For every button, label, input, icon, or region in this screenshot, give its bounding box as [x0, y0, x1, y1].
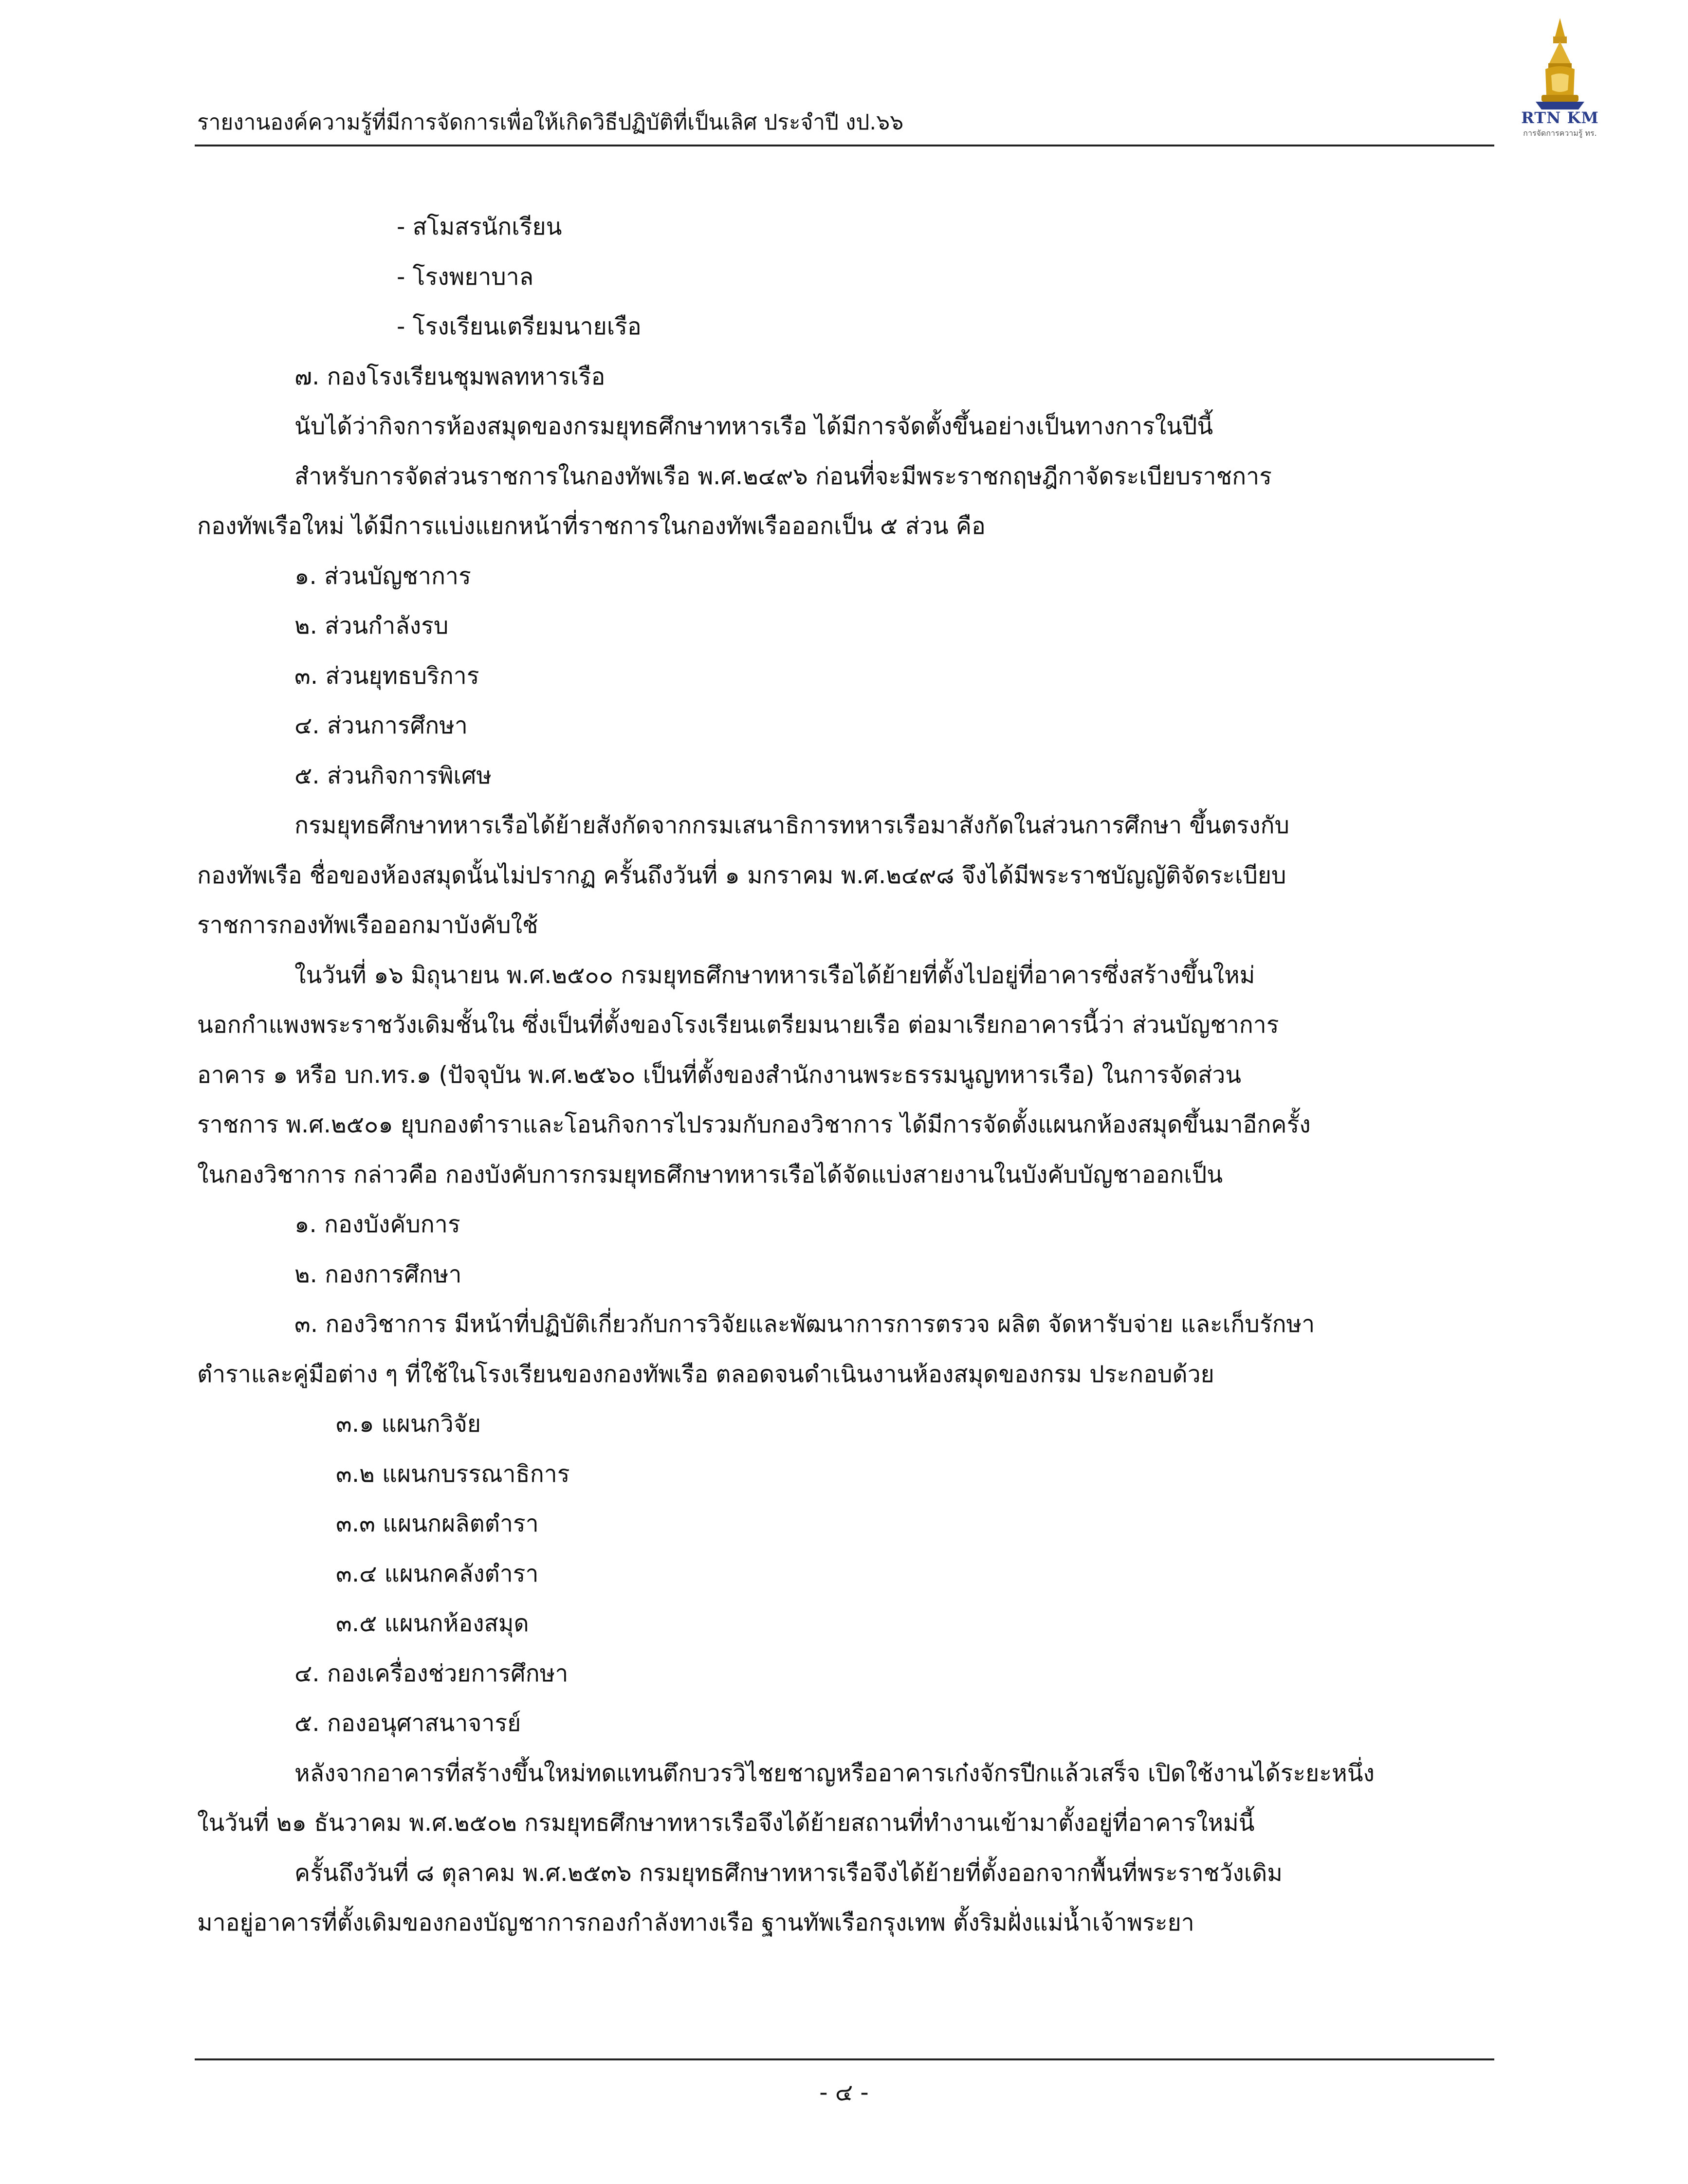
logo-subtext: การจัดการความรู้ ทร. — [1523, 128, 1597, 138]
list-item: ๗. กองโรงเรียนชุมพลทหารเรือ — [294, 363, 605, 390]
header-divider — [195, 145, 1494, 146]
page-number: - ๔ - — [819, 2079, 869, 2106]
list-item: - โรงเรียนเตรียมนายเรือ — [397, 313, 642, 340]
list-item: ๓.๑ แผนกวิจัย — [336, 1410, 481, 1438]
list-item: ๒. กองการศึกษา — [294, 1260, 462, 1288]
list-item: ๑. กองบังคับการ — [294, 1211, 460, 1238]
paragraph-line: ในกองวิชาการ กล่าวคือ กองบังคับการกรมยุทธศึกษาทหารเรือได้จัดแบ่งสายงานในบังคับบัญชาออกเป็น — [197, 1161, 1223, 1188]
list-item: ๔. กองเครื่องช่วยการศึกษา — [294, 1659, 569, 1687]
list-item: ๑. ส่วนบัญชาการ — [294, 562, 471, 590]
list-item: ๓. ส่วนยุทธบริการ — [294, 662, 479, 690]
paragraph-line: ราชการกองทัพเรือออกมาบังคับใช้ — [197, 911, 538, 939]
logo-text: RTN KM — [1521, 109, 1599, 127]
list-item: ๔. ส่วนการศึกษา — [294, 712, 468, 739]
list-item: ๓.๕ แผนกห้องสมุด — [336, 1610, 529, 1637]
paragraph-line: ราชการ พ.ศ.๒๕๐๑ ยุบกองตำราและโอนกิจการไปรวมกับกองวิชาการ ได้มีการจัดตั้งแผนกห้องสมุดขึ้นมาอีกครั้ง — [197, 1111, 1311, 1138]
paragraph-line: นับได้ว่ากิจการห้องสมุดของกรมยุทธศึกษาทหารเรือ ได้มีการจัดตั้งขึ้นอย่างเป็นทางการในปีนี้ — [294, 413, 1213, 440]
list-item: ๓.๔ แผนกคลังตำรา — [336, 1560, 539, 1587]
paragraph-line: กองทัพเรือ ชื่อของห้องสมุดนั้นไม่ปรากฏ ครั้นถึงวันที่ ๑ มกราคม พ.ศ.๒๔๙๘ จึงได้มีพระราชบัญญัติจัดระเบียบ — [197, 861, 1286, 889]
list-item: ๓.๒ แผนกบรรณาธิการ — [336, 1460, 570, 1488]
paragraph-line: นอกกำแพงพระราชวังเดิมชั้นใน ซึ่งเป็นที่ตั้งของโรงเรียนเตรียมนายเรือ ต่อมาเรียกอาคารนี้ว่า ส่วนบัญชาการ — [197, 1011, 1279, 1038]
paragraph-line: มาอยู่อาคารที่ตั้งเดิมของกองบัญชาการกองกำลังทางเรือ ฐานทัพเรือกรุงเทพ ตั้งริมฝั่งแม่น้ำเจ้าพระยา — [197, 1909, 1194, 1936]
paragraph-line: สำหรับการจัดส่วนราชการในกองทัพเรือ พ.ศ.๒๔๙๖ ก่อนที่จะมีพระราชกฤษฎีกาจัดระเบียบราชการ — [294, 462, 1272, 490]
paragraph-line: ในวันที่ ๒๑ ธันวาคม พ.ศ.๒๕๐๒ กรมยุทธศึกษาทหารเรือจึงได้ย้ายสถานที่ทำงานเข้ามาตั้งอยู่ที่อาคารใหม่นี้ — [197, 1809, 1255, 1837]
paragraph-line: กรมยุทธศึกษาทหารเรือได้ย้ายสังกัดจากกรมเสนาธิการทหารเรือมาสังกัดในส่วนการศึกษา ขึ้นตรงกับ — [294, 812, 1290, 839]
paragraph-line: อาคาร ๑ หรือ บก.ทร.๑ (ปัจจุบัน พ.ศ.๒๕๖๐ เป็นที่ตั้งของสำนักงานพระธรรมนูญทหารเรือ) ในการจัดส่วน — [197, 1061, 1242, 1089]
paragraph-line: กองทัพเรือใหม่ ได้มีการแบ่งแยกหน้าที่ราชการในกองทัพเรือออกเป็น ๕ ส่วน คือ — [197, 512, 986, 540]
paragraph-line: ในวันที่ ๑๖ มิถุนายน พ.ศ.๒๕๐๐ กรมยุทธศึกษาทหารเรือได้ย้ายที่ตั้งไปอยู่ที่อาคารซึ่งสร้างขึ้นใหม่ — [294, 961, 1255, 989]
list-item: ๕. ส่วนกิจการพิเศษ — [294, 762, 492, 789]
document-body — [197, 202, 1492, 1948]
list-item: - โรงพยาบาล — [397, 263, 534, 291]
footer-divider — [195, 2058, 1494, 2060]
list-item: ๒. ส่วนกำลังรบ — [294, 612, 449, 639]
list-item: ๓.๓ แผนกผลิตตำรา — [336, 1510, 539, 1537]
list-item: ๕. กองอนุศาสนาจารย์ — [294, 1710, 521, 1737]
document-header-title: รายงานองค์ความรู้ที่มีการจัดการเพื่อให้เกิดวิธีปฏิบัติที่เป็นเลิศ ประจำปี งป.๖๖ — [197, 110, 904, 135]
paragraph-line: ครั้นถึงวันที่ ๘ ตุลาคม พ.ศ.๒๕๓๖ กรมยุทธศึกษาทหารเรือจึงได้ย้ายที่ตั้งออกจากพื้นที่พระราชวังเดิม — [294, 1859, 1283, 1887]
paragraph-line: ตำราและคู่มือต่าง ๆ ที่ใช้ในโรงเรียนของกองทัพเรือ ตลอดจนดำเนินงานห้องสมุดของกรม ประกอบด้วย — [197, 1360, 1214, 1388]
list-item: - สโมสรนักเรียน — [397, 213, 562, 240]
paragraph-line: หลังจากอาคารที่สร้างขึ้นใหม่ทดแทนตึกบวรวิไชยชาญหรืออาคารเก๋งจักรปีกแล้วเสร็จ เปิดใช้งานได้ระยะหนึ่ง — [294, 1759, 1375, 1787]
list-item: ๓. กองวิชาการ มีหน้าที่ปฏิบัติเกี่ยวกับการวิจัยและพัฒนาการการตรวจ ผลิต จัดหารับจ่าย และเก็บรักษา — [294, 1310, 1315, 1338]
